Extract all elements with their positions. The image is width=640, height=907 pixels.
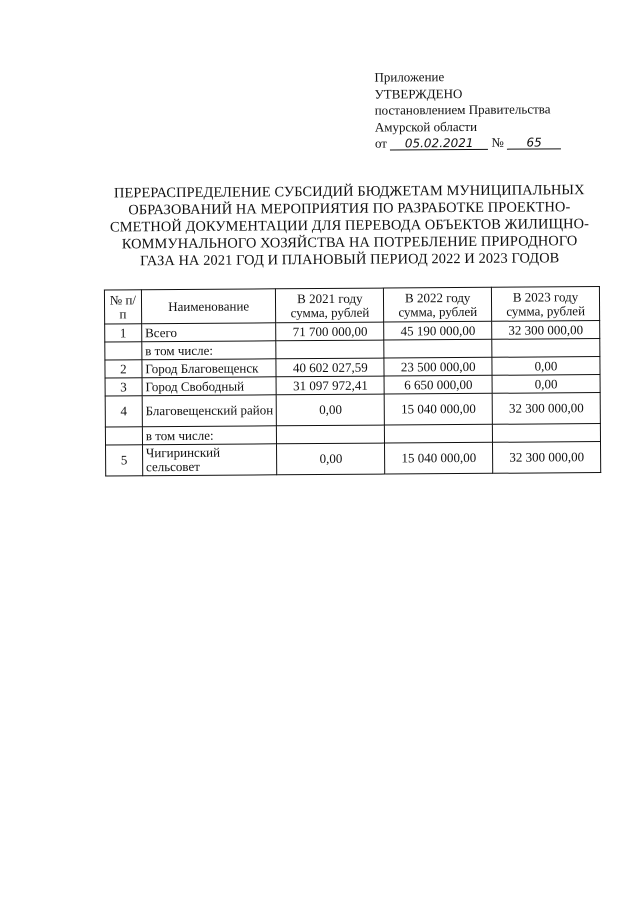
- header-2023: В 2023 году сумма, рублей: [492, 287, 600, 322]
- table-row: [105, 393, 600, 427]
- row-2023: 32 300 000,00: [492, 393, 600, 425]
- number-label: №: [491, 134, 504, 150]
- row-name: Город Благовещенск: [142, 359, 277, 378]
- row-name: в том числе:: [142, 426, 277, 445]
- row-2023: 32 300 000,00: [493, 442, 601, 474]
- row-number: 1: [105, 324, 142, 342]
- table-row: [106, 442, 601, 476]
- table-header-row: [104, 287, 599, 324]
- row-number: [105, 342, 142, 360]
- header-number: № п/п: [104, 290, 141, 324]
- handwritten-number: 65: [507, 136, 561, 149]
- subsidy-table: [104, 286, 601, 476]
- header-2022: В 2022 году сумма, рублей: [384, 287, 492, 322]
- row-2021: 31 097 972,41: [276, 376, 384, 395]
- header-2021: В 2021 году сумма, рублей: [276, 288, 384, 323]
- approval-appendix: Приложение: [374, 69, 445, 85]
- row-2023: 32 300 000,00: [492, 321, 600, 340]
- title-line: СМЕТНОЙ ДОКУМЕНТАЦИИ ДЛЯ ПЕРЕВОДА ОБЪЕКТОВ ЖИЛИЩНО-: [109, 216, 590, 236]
- row-name: Всего: [142, 323, 277, 342]
- row-2022: 15 040 000,00: [384, 393, 492, 425]
- row-2023: 0,00: [492, 357, 600, 376]
- row-2022: 6 650 000,00: [384, 375, 492, 394]
- approval-approved: УТВЕРЖДЕНО: [374, 85, 463, 102]
- row-2022: 23 500 000,00: [384, 357, 492, 376]
- row-2021: 71 700 000,00: [276, 322, 384, 341]
- row-2023: [492, 339, 600, 358]
- row-number: 3: [105, 378, 142, 396]
- header-name: Наименование: [141, 289, 276, 324]
- title-line: ОБРАЗОВАНИЙ НА МЕРОПРИЯТИЯ ПО РАЗРАБОТКЕ ПРОЕКТНО-: [128, 199, 571, 219]
- row-name: Благовещенский район: [142, 395, 277, 427]
- title-line: ПЕРЕРАСПРЕДЕЛЕНИЕ СУБСИДИЙ БЮДЖЕТАМ МУНИЦИПАЛЬНЫХ: [113, 182, 585, 202]
- approval-decree: постановлением Правительства: [374, 101, 551, 118]
- approval-date-line: [375, 134, 561, 152]
- approval-block: [374, 68, 561, 152]
- row-2021: 0,00: [277, 443, 385, 475]
- row-name: Город Свободный: [142, 377, 277, 396]
- row-2023: 0,00: [492, 375, 600, 394]
- row-name: в том числе:: [142, 341, 277, 360]
- from-label: от: [374, 135, 387, 151]
- row-name: Чигиринский сельсовет: [142, 444, 277, 476]
- title-line: ГАЗА НА 2021 ГОД И ПЛАНОВЫЙ ПЕРИОД 2022 И 2023 ГОДОВ: [139, 250, 560, 270]
- row-2022: 15 040 000,00: [385, 442, 493, 474]
- approval-region: Амурской области: [374, 118, 478, 135]
- handwritten-date: 05.02.2021: [390, 137, 488, 151]
- row-2022: [385, 424, 493, 443]
- row-number: 2: [105, 360, 142, 378]
- row-number: [105, 427, 142, 445]
- row-2021: [277, 425, 385, 444]
- row-number: 4: [105, 396, 142, 427]
- row-number: 5: [106, 445, 143, 476]
- row-2023: [493, 424, 601, 443]
- document-title: [99, 182, 600, 270]
- row-2022: 45 190 000,00: [384, 321, 492, 340]
- row-2021: 40 602 027,59: [276, 358, 384, 377]
- row-2021: 0,00: [277, 394, 385, 426]
- row-2021: [276, 340, 384, 359]
- row-2022: [384, 339, 492, 358]
- title-line: КОММУНАЛЬНОГО ХОЗЯЙСТВА НА ПОТРЕБЛЕНИЕ ПРИРОДНОГО: [121, 233, 578, 253]
